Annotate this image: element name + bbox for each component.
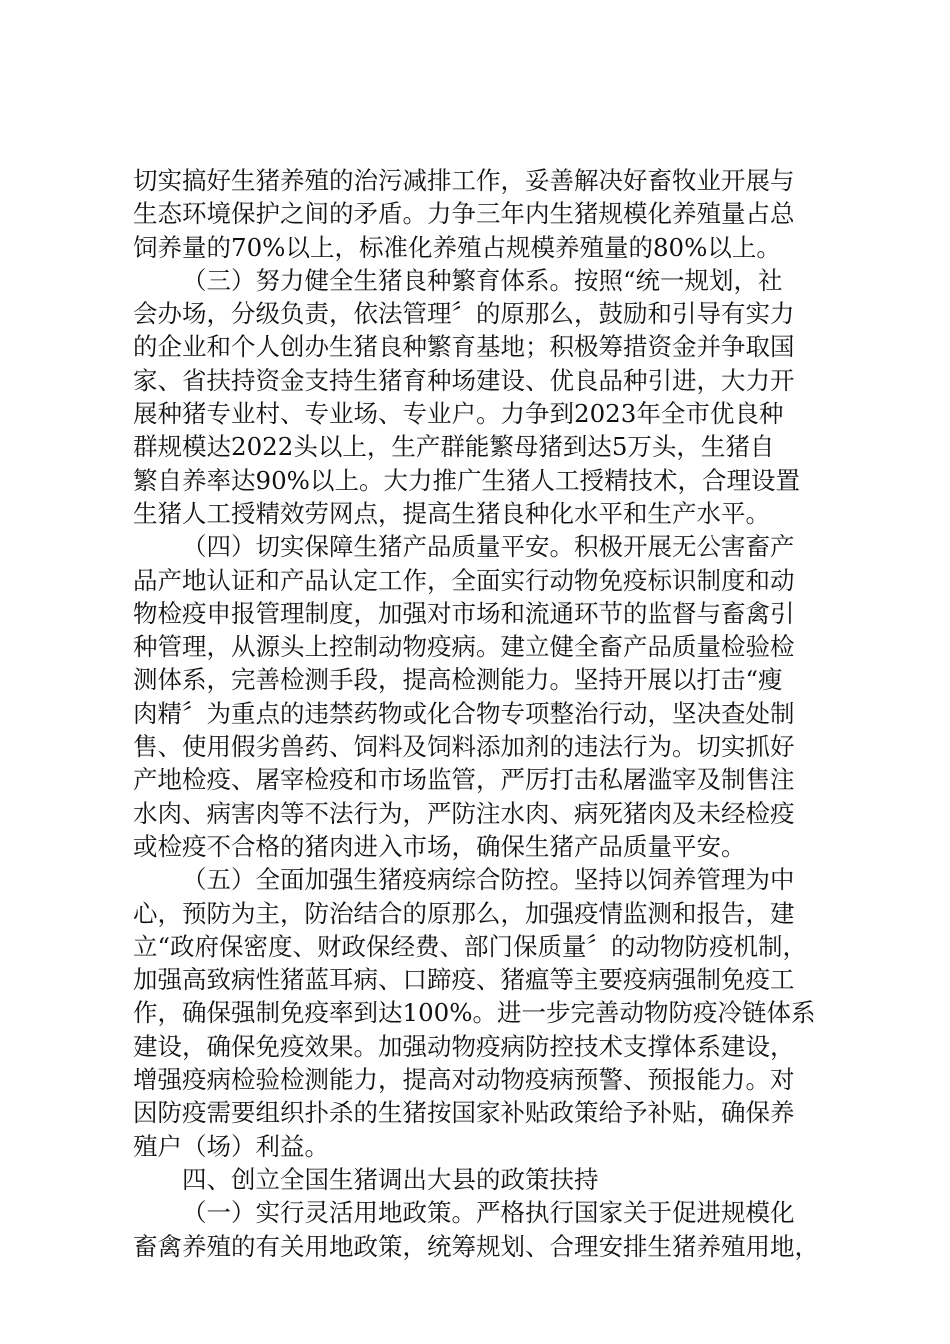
paragraph-breeding-system <box>133 264 833 530</box>
section-heading-policy-support <box>133 1163 833 1196</box>
paragraph-disease-control <box>133 863 833 1163</box>
text-line: 品产地认证和产品认定工作，全面实行动物免疫标识制度和动 <box>133 565 795 595</box>
text-line: （四）切实保障生猪产品质量平安。积极开展无公害畜产 <box>182 532 795 562</box>
text-line: 或检疫不合格的猪肉进入市场，确保生猪产品质量平安。 <box>133 831 746 861</box>
text-line: 生态环境保护之间的矛盾。力争三年内生猪规模化养殖量占总 <box>133 199 795 229</box>
text-line: 肉精〞为重点的违禁药物或化合物专项整治行动，坚决查处制 <box>133 698 795 728</box>
text-line: 增强疫病检验检测能力，提高对动物疫病预警、预报能力。对 <box>133 1065 795 1095</box>
text-line: 生猪人工授精效劳网点，提高生猪良种化水平和生产水平。 <box>133 498 770 528</box>
text-line: 繁自养率达90%以上。大力推广生猪人工授精技术，合理设置 <box>133 465 800 495</box>
text-line: 心，预防为主，防治结合的原那么，加强疫情监测和报告，建 <box>133 898 795 928</box>
text-line: 殖户（场）利益。 <box>133 1131 329 1161</box>
text-line: 会办场，分级负责，依法管理〞的原那么，鼓励和引导有实力 <box>133 299 795 329</box>
text-line: 饲养量的70%以上，标准化养殖占规模养殖量的80%以上。 <box>133 232 781 262</box>
text-line: 水肉、病害肉等不法行为，严防注水肉、病死猪肉及未经检疫 <box>133 798 795 828</box>
text-line: （一）实行灵活用地政策。严格执行国家关于促进规模化 <box>182 1198 795 1228</box>
text-line: 测体系，完善检测手段，提高检测能力。坚持开展以打击“瘦 <box>133 665 783 695</box>
text-line: （三）努力健全生猪良种繁育体系。按照“统一规划，社 <box>182 265 783 295</box>
text-line: 家、省扶持资金支持生猪育种场建设、优良品种引进，大力开 <box>133 365 795 395</box>
text-line: 作，确保强制免疫率到达100%。进一步完善动物防疫冷链体系 <box>133 998 816 1028</box>
paragraph-pollution-reduction <box>133 164 833 264</box>
text-line: 展种猪专业村、专业场、专业户。力争到2023年全市优良种 <box>133 399 784 429</box>
text-line: 建设，确保免疫效果。加强动物疫病防控技术支撑体系建设， <box>133 1031 795 1061</box>
text-line: （五）全面加强生猪疫病综合防控。坚持以饲养管理为中 <box>182 865 795 895</box>
text-line: 产地检疫、屠宰检疫和市场监管，严厉打击私屠滥宰及制售注 <box>133 765 795 795</box>
text-line: 物检疫申报管理制度，加强对市场和流通环节的监督与畜禽引 <box>133 598 795 628</box>
text-line: 种管理，从源头上控制动物疫病。建立健全畜产品质量检验检 <box>133 632 795 662</box>
text-line: 立“政府保密度、财政保经费、部门保质量〞的动物防疫机制， <box>133 931 808 961</box>
text-line: 群规模达2022头以上，生产群能繁母猪到达5万头，生猪自 <box>133 432 775 462</box>
document-body <box>133 164 833 1263</box>
text-line: 加强高致病性猪蓝耳病、口蹄疫、猪瘟等主要疫病强制免疫工 <box>133 965 795 995</box>
text-line: 因防疫需要组织扑杀的生猪按国家补贴政策给予补贴，确保养 <box>133 1098 795 1128</box>
paragraph-product-quality <box>133 530 833 863</box>
text-line: 切实搞好生猪养殖的治污减排工作，妥善解决好畜牧业开展与 <box>133 166 795 195</box>
text-line: 四、创立全国生猪调出大县的政策扶持 <box>182 1164 599 1194</box>
text-line: 畜禽养殖的有关用地政策，统筹规划、合理安排生猪养殖用地， <box>133 1231 819 1261</box>
text-line: 售、使用假劣兽药、饲料及饲料添加剂的违法行为。切实抓好 <box>133 732 795 762</box>
text-line: 的企业和个人创办生猪良种繁育基地；积极筹措资金并争取国 <box>133 332 795 362</box>
paragraph-land-policy <box>133 1196 833 1263</box>
